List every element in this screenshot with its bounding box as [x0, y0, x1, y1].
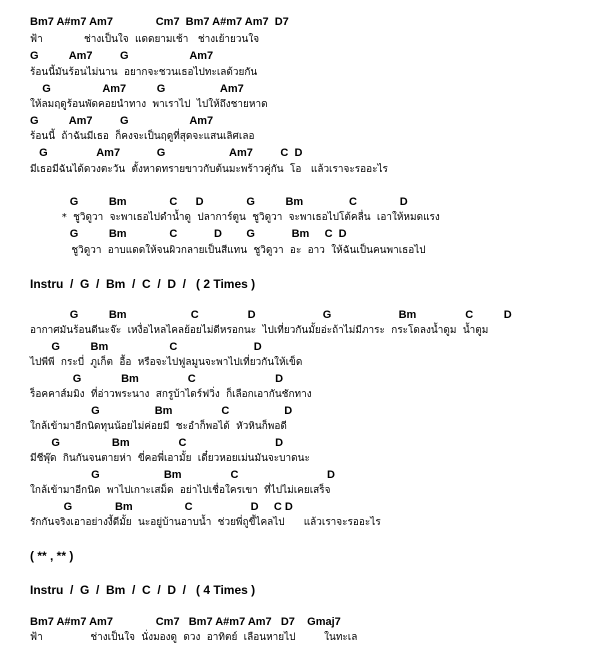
lyric-line: ร็อคคาส์มมิง ที่อ่าวพระนาง สกรูบ้าไดร์ฟวิ่ง ก็เลือกเอากันชักทาง [30, 389, 312, 400]
chord-line: G Bm C D [30, 469, 335, 481]
chord-line: G Am7 G Am7 C D [30, 147, 303, 159]
lyric-line: ใกล้เข้ามาอีกนิด พาไปเกาะเสม็ด อย่าไปเชื่อใครเขา ที่ไปไม่เคยเสร็จ [30, 485, 331, 496]
chord-line: G Bm C D C D [30, 501, 293, 513]
lyric-line: ไปพีพี กระบี่ ภูเก็ต อื้อ หรือจะไปฟูลมูนจะพาไปเที่ยวกันให้เข็ด [30, 357, 303, 368]
chord-line: G Bm C D [30, 373, 284, 385]
chord-line: G Bm C D [30, 341, 262, 353]
chord-line: G Am7 G Am7 [30, 83, 244, 95]
lyric-line: ชูวิดูวา อาบแดดให้จนผิวกลายเป็นสีแทน ชูวิดูวา อะ อาว ให้ฉันเป็นคนพาเธอไป [30, 245, 426, 256]
lyric-line: อากาศมันร้อนดีนะจ๊ะ เหงื่อไหลไคลย้อยไม่ดีหรอกนะ ไปเที่ยวกันมั้ยอ่ะถ้าไม่มีภาระ กระโดลงน้ำดูม น้ำตูม [30, 325, 489, 336]
instrumental-heading: Instru / G / Bm / C / D / ( 2 Times ) [30, 277, 256, 291]
chord-line: G Bm C D G Bm C D [30, 196, 408, 208]
chord-line: G Bm C D [30, 405, 293, 417]
lyric-line: ฟ้า ช่างเป็นใจ แดดยามเช้า ช่างเย้ายวนใจ [30, 34, 260, 45]
chord-line: G Bm C D G Bm C D [30, 309, 512, 321]
lyric-line: รักกันจริงเอาอย่างงี้ดีมั้ย นะอยู่บ้านอาบน้ำ ช่วยพี่ถูขี้ไคลไป แล้วเราจะรออะไร [30, 517, 381, 528]
chord-line: Bm7 A#m7 Am7 Cm7 Bm7 A#m7 Am7 D7 [30, 16, 289, 28]
lyric-line: ฟ้า ช่างเป็นใจ นั่งมองดู ดวง อาทิตย์ เลือนหายไป ในทะเล [30, 632, 358, 643]
lyric-line: ร้อนนี้ ถ้าฉันมีเธอ ก็คงจะเป็นฤดูที่สุดจะแสนเลิศเลอ [30, 131, 255, 142]
chord-line: G Am7 G Am7 [30, 50, 214, 62]
chord-line: Bm7 A#m7 Am7 Cm7 Bm7 A#m7 Am7 D7 Gmaj7 [30, 616, 341, 628]
lyric-line: มีเธอมีฉันได้ดวงตะวัน ตั้งหาดทรายขาวกับต้นมะพร้าวคู่กัน โอ แล้วเราจะรออะไร [30, 164, 388, 175]
lyric-line: ร้อนนี้มันร้อนไม่นาน อยากจะชวนเธอไปทะเลด้วยกัน [30, 67, 258, 78]
chord-line: G Bm C D [30, 437, 284, 449]
repeat-marker: ( ** , ** ) [30, 549, 74, 563]
lyric-line: ใกล้เข้ามาอีกนิดทุนน้อยไม่ค่อยมี ชะอำก็พอได้ หัวหินก็พอดี [30, 421, 287, 432]
lyric-line: มีชีพุ๊ด กินกันจนตายห่า ขี่คอพี่เอามั้ย เดี๋ยวหอยเม่นมันจะบาดนะ [30, 453, 310, 464]
instrumental-heading: Instru / G / Bm / C / D / ( 4 Times ) [30, 583, 256, 597]
chord-line: G Bm C D G Bm C D [30, 228, 347, 240]
lyric-line: * ชูวิดูวา จะพาเธอไปดำน้ำดู ปลาการ์ตูน ชูวิดูวา จะพาเธอไปโต้คลื่น เอาให้หมดแรง [30, 212, 440, 223]
chord-line: G Am7 G Am7 [30, 115, 214, 127]
lyric-line: ให้ลมฤดูร้อนพัดคอยนำทาง พาเราไป ไปให้ถึงชายหาด [30, 99, 268, 110]
